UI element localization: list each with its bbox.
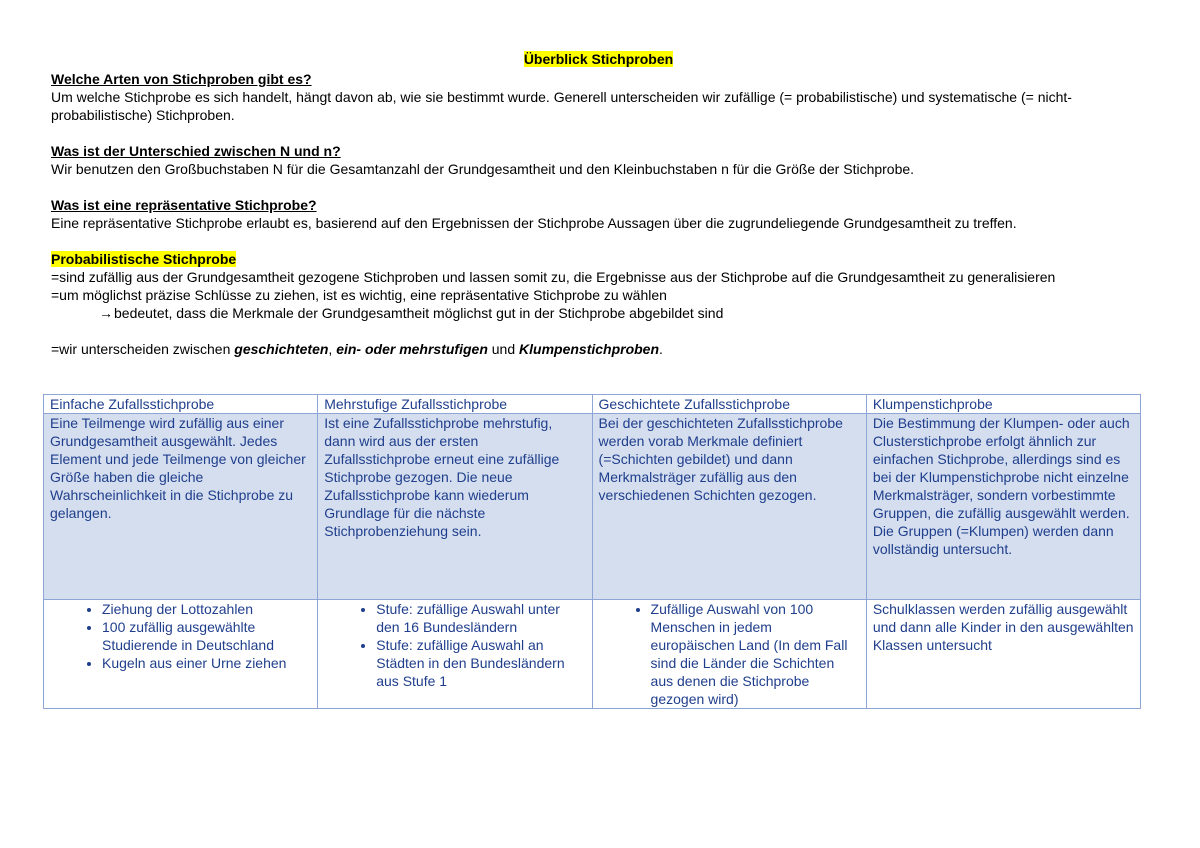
- prob-line-1: =sind zufällig aus der Grundgesamtheit gezogene Stichproben und lassen somit zu, die Ergebnisse aus der Stichprobe auf die Grundgesamtheit zu generalisieren: [51, 269, 1056, 285]
- question-n: Was ist der Unterschied zwischen N und n?: [51, 143, 341, 159]
- examples-list-einfache: [50, 600, 311, 672]
- table-row-description: [44, 414, 1141, 600]
- list-item: • Stufe: zufällige Auswahl unter den 16 Bundesländern: [376, 600, 585, 636]
- term-geschichtet: geschichteten: [234, 341, 329, 357]
- comparison-table: [43, 394, 1141, 709]
- list-item: • Ziehung der Lottozahlen: [102, 600, 311, 618]
- list-item: • Zufällige Auswahl von 100 Menschen in jedem europäischen Land (In dem Fall sind die Länder die Schichten aus denen die Stichprobe gezogen wird): [651, 600, 860, 708]
- example-klumpen: Schulklassen werden zufällig ausgewählt und dann alle Kinder in den ausgewählten Klassen untersucht: [866, 600, 1140, 709]
- prob-line-4-sep: ,: [328, 341, 337, 357]
- section-prob: [51, 250, 1146, 358]
- prob-line-2: =um möglichst präzise Schlüsse zu ziehen, ist es wichtig, eine repräsentative Stichprobe zu wählen: [51, 287, 667, 303]
- examples-mehrstufige: [318, 600, 592, 709]
- section-2: [51, 142, 1146, 178]
- header-einfache: Einfache Zufallsstichprobe: [44, 395, 318, 414]
- list-item: • 100 zufällig ausgewählte Studierende in Deutschland: [102, 618, 311, 654]
- document-body: [51, 50, 1146, 358]
- table-row-examples: [44, 600, 1141, 709]
- examples-list-mehrstufige: [324, 600, 585, 690]
- term-mehrstufig: ein- oder mehrstufigen: [336, 341, 488, 357]
- examples-list-geschichtete: [599, 600, 860, 708]
- prob-line-4-pre: =wir unterscheiden zwischen: [51, 341, 235, 357]
- prob-line-4: [51, 340, 1146, 358]
- list-item: • Kugeln aus einer Urne ziehen: [102, 654, 311, 672]
- question-repraesentativ: Was ist eine repräsentative Stichprobe?: [51, 197, 317, 213]
- header-mehrstufige: Mehrstufige Zufallsstichprobe: [318, 395, 592, 414]
- desc-klumpen-p1: Die Bestimmung der Klumpen- oder auch Clusterstichprobe erfolgt ähnlich zur einfachen Stichprobe, allerdings sind es bei der Klumpenstichprobe nicht einzelne Merkmalsträger, sondern vorbestimmte Gruppen, die zufällig ausgewählt werden.: [872, 415, 1130, 521]
- desc-mehrstufige: Ist eine Zufallsstichprobe mehrstufig, dann wird aus der ersten Zufallsstichprobe erneut eine zufällige Stichprobe gezogen. Die neue Zufallsstichprobe kann wiederum Grundlage für die nächste Stichprobenziehung sein.: [318, 414, 592, 600]
- desc-klumpen: [866, 414, 1140, 600]
- arrow-right-icon: →: [99, 305, 113, 321]
- question-arten: Welche Arten von Stichproben gibt es?: [51, 71, 312, 87]
- prob-line-3: bedeutet, dass die Merkmale der Grundgesamtheit möglichst gut in der Stichprobe abgebildet sind: [114, 305, 724, 321]
- header-klumpen: Klumpenstichprobe: [866, 395, 1140, 414]
- examples-geschichtete: [592, 600, 866, 709]
- prob-heading: Probabilistische Stichprobe: [51, 251, 237, 267]
- document-title: Überblick Stichproben: [523, 51, 674, 67]
- header-geschichtete: Geschichtete Zufallsstichprobe: [592, 395, 866, 414]
- answer-repraesentativ: Eine repräsentative Stichprobe erlaubt es, basierend auf den Ergebnissen der Stichprobe Aussagen über die zugrundeliegende Grundgesamtheit zu treffen.: [51, 215, 1017, 231]
- table-header-row: [44, 395, 1141, 414]
- section-3: [51, 196, 1146, 232]
- answer-n: Wir benutzen den Großbuchstaben N für die Gesamtanzahl der Grundgesamtheit und den Kleinbuchstaben n für die Größe der Stichprobe.: [51, 161, 915, 177]
- term-klumpen: Klumpenstichproben: [519, 341, 660, 357]
- list-item: • Stufe: zufällige Auswahl an Städten in den Bundesländern aus Stufe 1: [376, 636, 585, 690]
- prob-line-4-end: .: [659, 341, 663, 357]
- desc-klumpen-p2: Die Gruppen (=Klumpen) werden dann vollständig untersucht.: [872, 523, 1114, 557]
- examples-einfache: [44, 600, 318, 709]
- prob-line-3-wrap: [51, 304, 1146, 322]
- desc-geschichtete: Bei der geschichteten Zufallsstichprobe werden vorab Merkmale definiert (=Schichten gebildet) und dann Merkmalsträger zufällig aus den verschiedenen Schichten gezogen.: [592, 414, 866, 600]
- prob-line-4-and: und: [487, 341, 520, 357]
- answer-arten: Um welche Stichprobe es sich handelt, hängt davon ab, wie sie bestimmt wurde. Generell unterscheiden wir zufällige (= probabilistische) und systematische (= nicht-probabilistische) Stichproben.: [51, 89, 1072, 123]
- title-line: [51, 50, 1146, 68]
- desc-einfache: Eine Teilmenge wird zufällig aus einer Grundgesamtheit ausgewählt. Jedes Element und jede Teilmenge von gleicher Größe haben die gleiche Wahrscheinlichkeit in die Stichprobe zu gelangen.: [44, 414, 318, 600]
- section-1: [51, 70, 1146, 124]
